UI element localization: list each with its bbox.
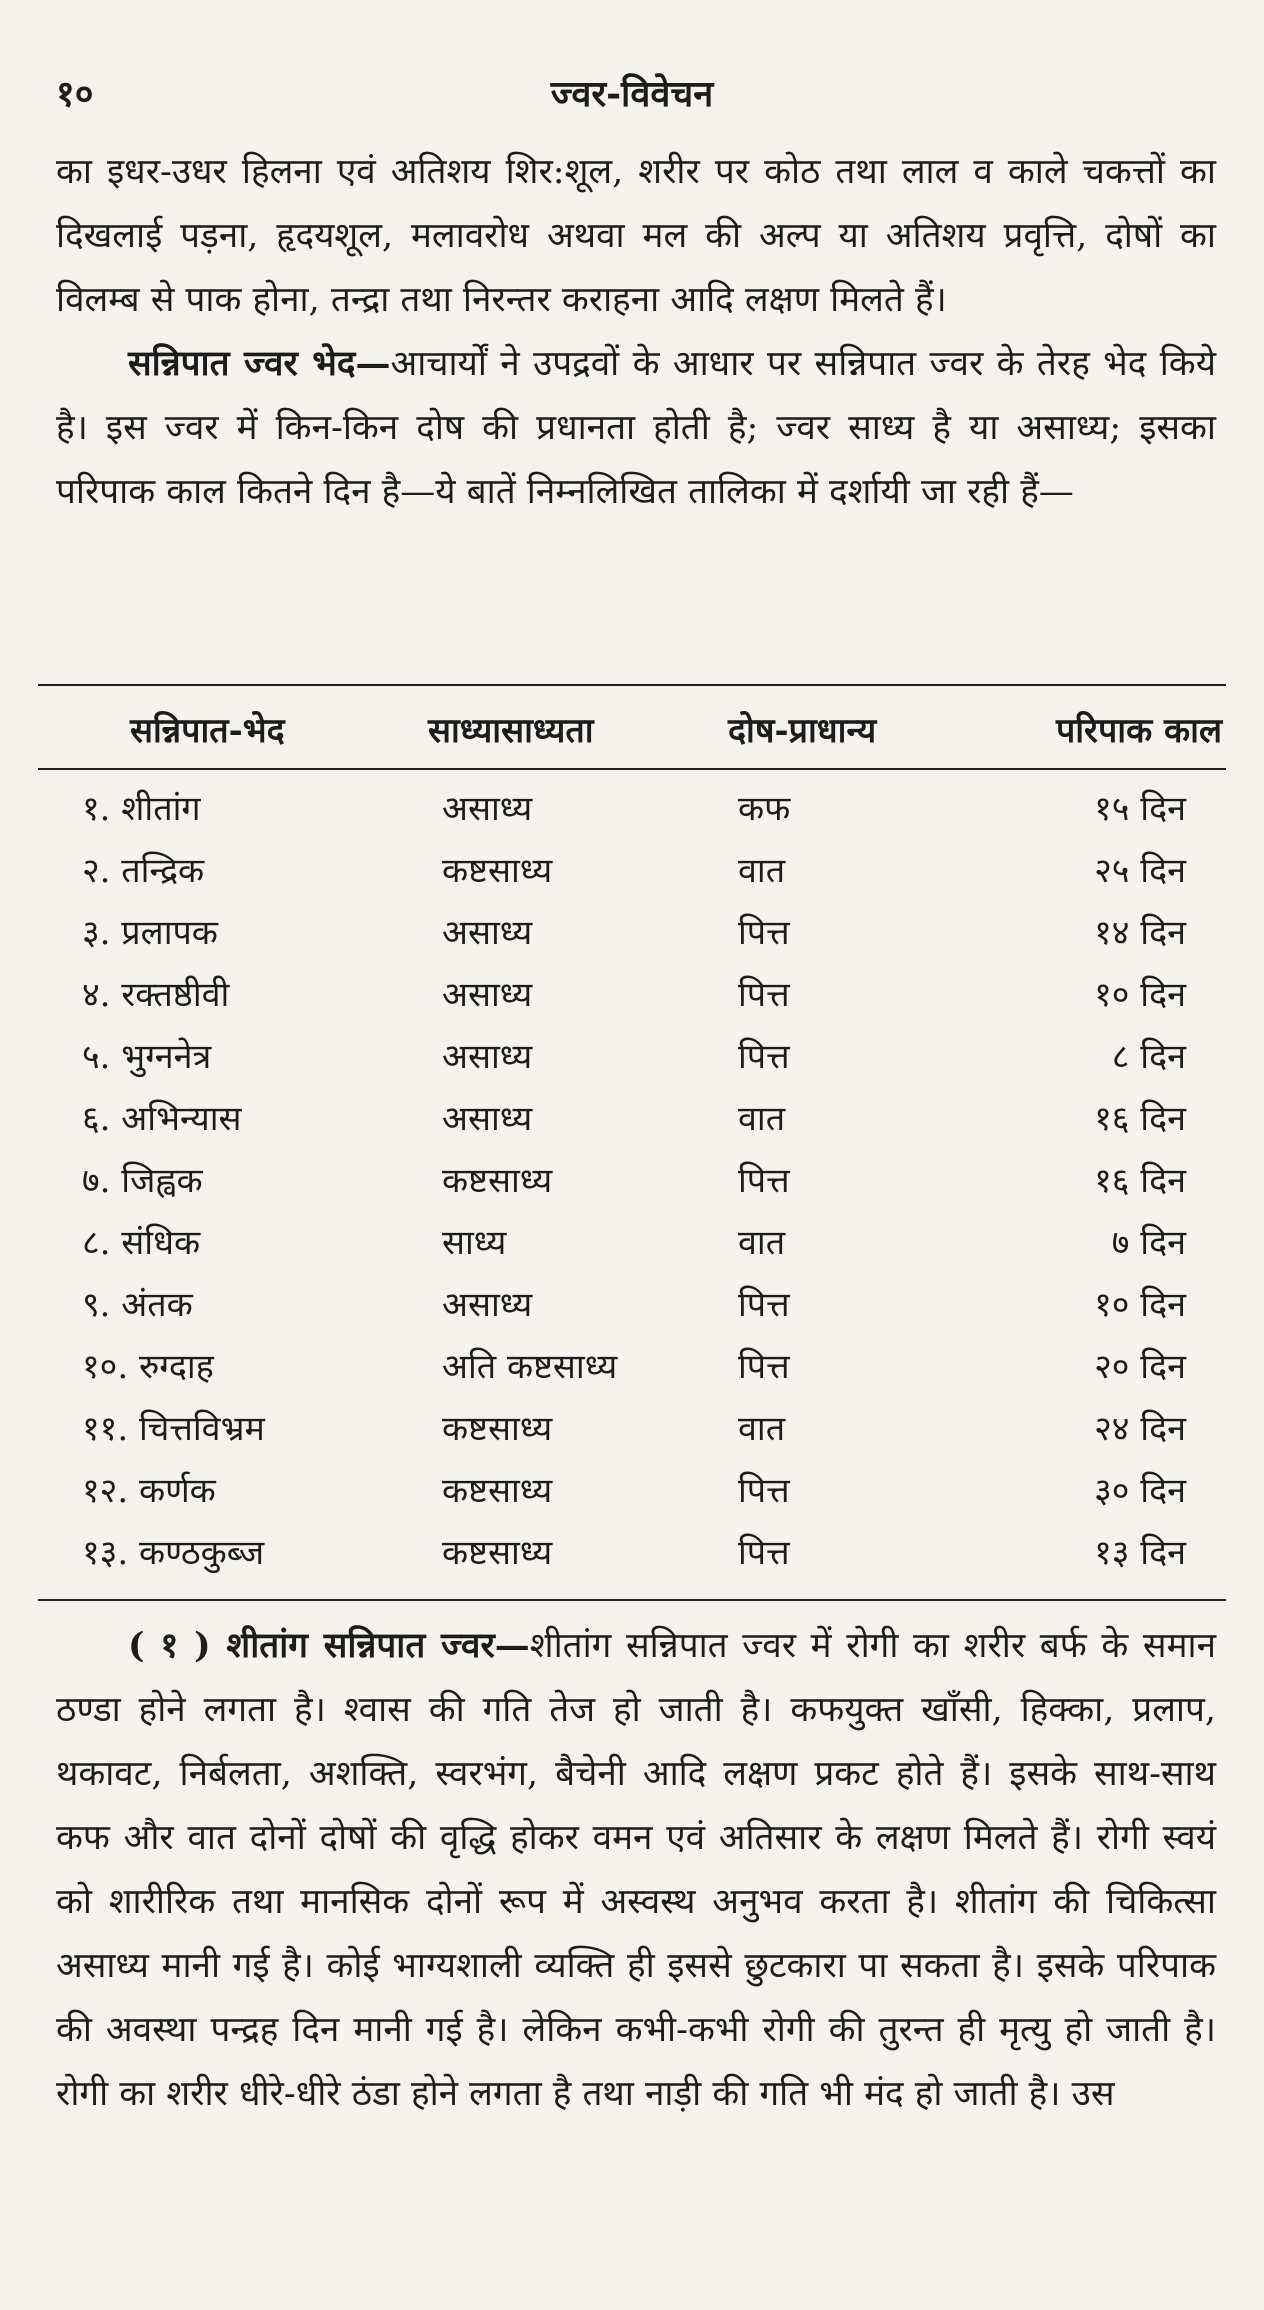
row-dosha: पित्त — [738, 1533, 790, 1573]
row-name: ८. संधिक — [82, 1223, 201, 1263]
shitang-text: शीतांग सन्निपात ज्वर में रोगी का शरीर बर्फ के समान ठण्डा होने लगता है। श्वास की गति तेज हो जाती है। कफयुक्त खाँसी, हिक्का, प्रलाप, थकावट, निर्बलता, अशक्ति, स्वरभंग, बैचेनी आदि लक्षण प्रकट होते हैं। इसके साथ-साथ कफ और वात दोनों दोषों की वृद्धि होकर वमन एवं अतिसार के लक्षण मिलते हैं। रोगी स्वयं को शारीरिक तथा मानसिक दोनों रूप में अस्वस्थ अनुभव करता है। शीतांग की चिकित्सा असाध्य मानी गई है। कोई भाग्यशाली व्यक्ति ही इससे छुटकारा पा सकता है। इसके परिपाक की अवस्था पन्द्रह दिन मानी गई है। लेकिन कभी-कभी रोगी की तुरन्त ही मृत्यु हो जाती है। रोगी का शरीर धीरे-धीरे ठंडा होने लगता है तथा नाड़ी की गति भी मंद हो जाती है। उस — [56, 1626, 1216, 2114]
row-name: ६. अभिन्यास — [82, 1099, 242, 1139]
row-name: ५. भुग्ननेत्र — [82, 1037, 212, 1077]
row-name: ३. प्रलापक — [82, 913, 218, 953]
table-row — [38, 1394, 1226, 1456]
table-row — [38, 960, 1226, 1022]
intro-text — [56, 140, 1216, 524]
row-dosha: वात — [738, 1409, 786, 1449]
continuation-paragraph: का इधर-उधर हिलना एवं अतिशय शिर:शूल, शरीर पर कोठ तथा लाल व काले चकत्तों का दिखलाई पड़ना, हृदयशूल, मलावरोध अथवा मल की अल्प या अतिशय प्रवृत्ति, दोषों का विलम्ब से पाक होना, तन्द्रा तथा निरन्तर कराहना आदि लक्षण मिलते हैं। — [56, 152, 1216, 320]
row-dosha: वात — [738, 851, 786, 891]
row-kaal: ७ दिन — [1111, 1223, 1186, 1263]
row-kaal: १६ दिन — [1094, 1099, 1186, 1139]
table-rule-bottom — [38, 1599, 1226, 1601]
page-number: १० — [56, 73, 94, 115]
row-dosha: पित्त — [738, 1161, 790, 1201]
row-sadhya: असाध्य — [442, 1285, 533, 1325]
row-sadhya: असाध्य — [442, 789, 533, 829]
row-dosha: पित्त — [738, 1285, 790, 1325]
row-name: ९. अंतक — [82, 1285, 193, 1325]
row-name: ११. चित्तविभ्रम — [82, 1409, 265, 1449]
row-sadhya: कष्टसाध्य — [442, 1533, 553, 1573]
row-dosha: वात — [738, 1099, 786, 1139]
table-row — [38, 1022, 1226, 1084]
row-sadhya: साध्य — [442, 1223, 507, 1263]
row-dosha: कफ — [738, 789, 791, 829]
table-row — [38, 1270, 1226, 1332]
header-kaal: परिपाक काल — [1055, 711, 1222, 751]
row-sadhya: असाध्य — [442, 1099, 533, 1139]
row-kaal: १० दिन — [1094, 975, 1186, 1015]
shitang-heading: ( १ ) शीतांग सन्निपात ज्वर— — [128, 1625, 530, 1666]
row-dosha: वात — [738, 1223, 786, 1263]
bhed-heading: सन्निपात ज्वर भेद— — [128, 343, 391, 384]
running-title: ज्वर-विवेचन — [550, 73, 714, 115]
row-name: १. शीतांग — [82, 789, 201, 829]
table-row — [38, 1456, 1226, 1518]
row-kaal: १३ दिन — [1094, 1533, 1186, 1573]
table-row — [38, 1208, 1226, 1270]
table-row — [38, 1146, 1226, 1208]
header-bhed: सन्निपात-भेद — [130, 711, 285, 751]
table-row — [38, 836, 1226, 898]
row-sadhya: असाध्य — [442, 1037, 533, 1077]
header-dosha: दोष-प्राधान्य — [728, 711, 877, 751]
row-kaal: १५ दिन — [1094, 789, 1186, 829]
table-header — [38, 684, 1226, 768]
row-kaal: २४ दिन — [1094, 1409, 1186, 1449]
table-row — [38, 1332, 1226, 1394]
row-dosha: पित्त — [738, 975, 790, 1015]
page-header — [56, 68, 1208, 118]
table-row — [38, 1084, 1226, 1146]
shitang-paragraph — [56, 1614, 1216, 2126]
row-sadhya: कष्टसाध्य — [442, 1161, 553, 1201]
row-kaal: ८ दिन — [1111, 1037, 1186, 1077]
row-sadhya: असाध्य — [442, 975, 533, 1015]
row-kaal: ३० दिन — [1094, 1471, 1186, 1511]
bhed-paragraph — [56, 332, 1216, 524]
row-sadhya: अति कष्टसाध्य — [442, 1347, 618, 1387]
row-sadhya: असाध्य — [442, 913, 533, 953]
table-row — [38, 898, 1226, 960]
row-kaal: २० दिन — [1094, 1347, 1186, 1387]
row-sadhya: कष्टसाध्य — [442, 1409, 553, 1449]
row-sadhya: कष्टसाध्य — [442, 851, 553, 891]
row-dosha: पित्त — [738, 1037, 790, 1077]
row-kaal: १४ दिन — [1094, 913, 1186, 953]
table-row — [38, 1518, 1226, 1580]
row-name: ४. रक्तष्ठीवी — [82, 975, 230, 1015]
row-name: १३. कण्ठकुब्ज — [82, 1533, 265, 1573]
shitang-section — [56, 1614, 1216, 2126]
table-rule-header — [38, 768, 1226, 770]
row-dosha: पित्त — [738, 913, 790, 953]
row-kaal: १६ दिन — [1094, 1161, 1186, 1201]
table-body — [38, 774, 1226, 1580]
row-name: ७. जिह्वक — [82, 1161, 203, 1201]
row-dosha: पित्त — [738, 1471, 790, 1511]
header-sadhya: साध्यासाध्यता — [428, 711, 594, 751]
row-name: १०. रुग्दाह — [82, 1347, 214, 1387]
bhed-text: आचार्यों ने उपद्रवों के आधार पर सन्निपात ज्वर के तेरह भेद किये है। इस ज्वर में किन-किन दोष की प्रधानता होती है; ज्वर साध्य है या असाध्य; इसका परिपाक काल कितने दिन है—ये बातें निम्नलिखित तालिका में दर्शायी जा रही हैं— — [56, 344, 1216, 512]
table-row — [38, 774, 1226, 836]
row-dosha: पित्त — [738, 1347, 790, 1387]
row-kaal: १० दिन — [1094, 1285, 1186, 1325]
sannipat-table — [38, 684, 1226, 1604]
row-name: २. तन्द्रिक — [82, 851, 205, 891]
row-kaal: २५ दिन — [1094, 851, 1186, 891]
row-sadhya: कष्टसाध्य — [442, 1471, 553, 1511]
row-name: १२. कर्णक — [82, 1471, 216, 1511]
